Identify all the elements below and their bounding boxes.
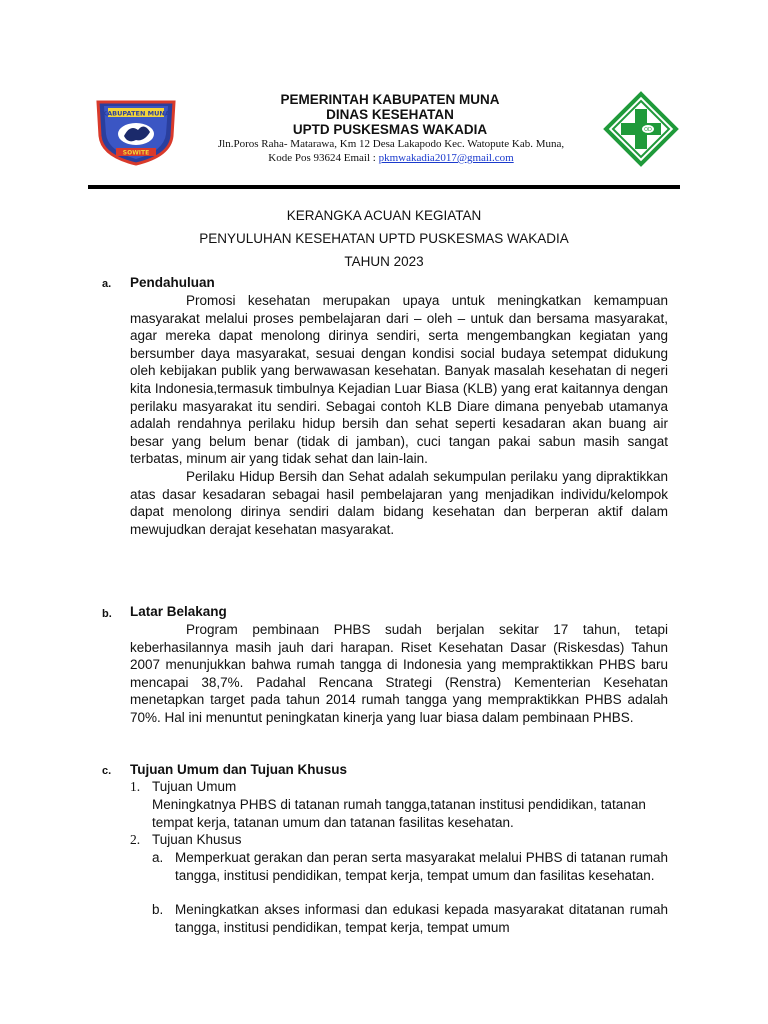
- header-department: DINAS KESEHATAN: [326, 107, 454, 122]
- section-c-heading: Tujuan Umum dan Tujuan Khusus: [130, 762, 347, 777]
- section-b-letter: b.: [102, 608, 112, 620]
- header-address: Jln.Poros Raha- Matarawa, Km 12 Desa Lakapodo Kec. Watopute Kab. Muna,: [217, 138, 565, 150]
- section-a-letter: a.: [102, 278, 112, 290]
- section-a-paragraph-1: Promosi kesehatan merupakan upaya untuk meningkatkan kemampuan masyarakat melalui proses pembelajaran dari – oleh – untuk dan bersama masyarakat, agar mereka dapat menolong dirinya sendiri, serta mengembangkan kegiatan yang bersumber daya masyarakat, sesuai dengan kondisi social budaya setempat didukung oleh kebijakan publik yang berwawasan kesehatan. Banyak masalah kesehatan di negeri kita Indonesia,termasuk timbulnya Kejadian Luar Biasa (KLB) yang erat kaitannya dengan perilaku masyarakat itu sendiri. Sebagai contoh KLB Diare dimana penyebab utamanya adalah rendahnya perilaku hidup bersih dan sehat seperti kesadaran akan buang air besar yang belum benar (tidak di jamban), cuci tangan pakai sabun masih sangat terbatas, minum air yang tidak sehat dan lain-lain.: [130, 293, 668, 467]
- section-b-paragraph-1: Program pembinaan PHBS sudah berjalan sekitar 17 tahun, tetapi keberhasilannya masih jauh dari harapan. Riset Kesehatan Dasar (Riskesdas) Tahun 2007 menunjukkan bahwa rumah tangga di Indonesia yang mempraktikkan PHBS baru mencapai 38,7%. Padahal Rencana Strategi (Renstra) Kementerian Kesehatan menetapkan target pada tahun 2014 rumah tangga yang mempraktikkan PHBS adalah 70%. Hal ini menuntut peningkatan kinerja yang luar biasa dalam pembinaan PHBS.: [130, 622, 668, 725]
- doc-subtitle: PENYULUHAN KESEHATAN UPTD PUSKESMAS WAKADIA: [199, 231, 569, 246]
- list-item-2-number: 2.: [130, 832, 141, 847]
- sub-item-a-letter: a.: [152, 850, 164, 865]
- svg-text:OD: OD: [644, 127, 652, 133]
- header-contact: [186, 152, 596, 164]
- doc-title: KERANGKA ACUAN KEGIATAN: [286, 208, 482, 223]
- list-item-2-title: Tujuan Khusus: [152, 832, 242, 847]
- header-puskesmas: UPTD PUSKESMAS WAKADIA: [292, 122, 488, 137]
- list-item-1-text: Meningkatnya PHBS di tatanan rumah tangga,tatanan institusi pendidikan, tatanan tempat kerja, tatanan umum dan tatanan fasilitas kesehatan.: [152, 797, 646, 830]
- sub-item-b-text: Meningkatkan akses informasi dan edukasi kepada masyarakat ditatanan rumah tangga, institusi pendidikan, tempat kerja, tempat umum: [175, 902, 668, 935]
- sub-item-b-letter: b.: [152, 902, 164, 917]
- list-item-1-number: 1.: [130, 779, 141, 794]
- header-postcode: Kode Pos 93624 Email :: [268, 152, 379, 164]
- section-a-heading: Pendahuluan: [130, 275, 215, 290]
- crest-top-text: KABUPATEN MUNA: [102, 109, 170, 118]
- header-government: PEMERINTAH KABUPATEN MUNA: [280, 92, 500, 107]
- crest-bottom-text: SOWITE: [122, 149, 150, 157]
- section-b-heading: Latar Belakang: [130, 604, 227, 619]
- section-a-paragraph-2: Perilaku Hidup Bersih dan Sehat adalah sekumpulan perilaku yang dipraktikkan atas dasar kesadaran sebagai hasil pembelajaran yang menjadikan individu/kelompok dapat menolong dirinya sendiri dalam bidang kesehatan dan berperan aktif dalam mewujudkan derajat kesehatan masyarakat.: [130, 468, 668, 537]
- list-item-1-title: Tujuan Umum: [152, 779, 237, 794]
- doc-year: TAHUN 2023: [344, 254, 424, 269]
- section-b-body: [130, 621, 668, 727]
- section-c-letter: c.: [102, 765, 112, 777]
- kabupaten-muna-crest-icon: [94, 96, 178, 166]
- puskesmas-logo-icon: [603, 91, 679, 167]
- section-a-body: [130, 292, 668, 538]
- sub-item-a-text: Memperkuat gerakan dan peran serta masyarakat melalui PHBS di tatanan rumah tangga, institusi pendidikan, tempat kerja, tempat umum dan fasilitas kesehatan.: [175, 850, 668, 883]
- header-divider: [88, 185, 680, 189]
- email-link[interactable]: pkmwakadia2017@gmail.com: [378, 152, 514, 164]
